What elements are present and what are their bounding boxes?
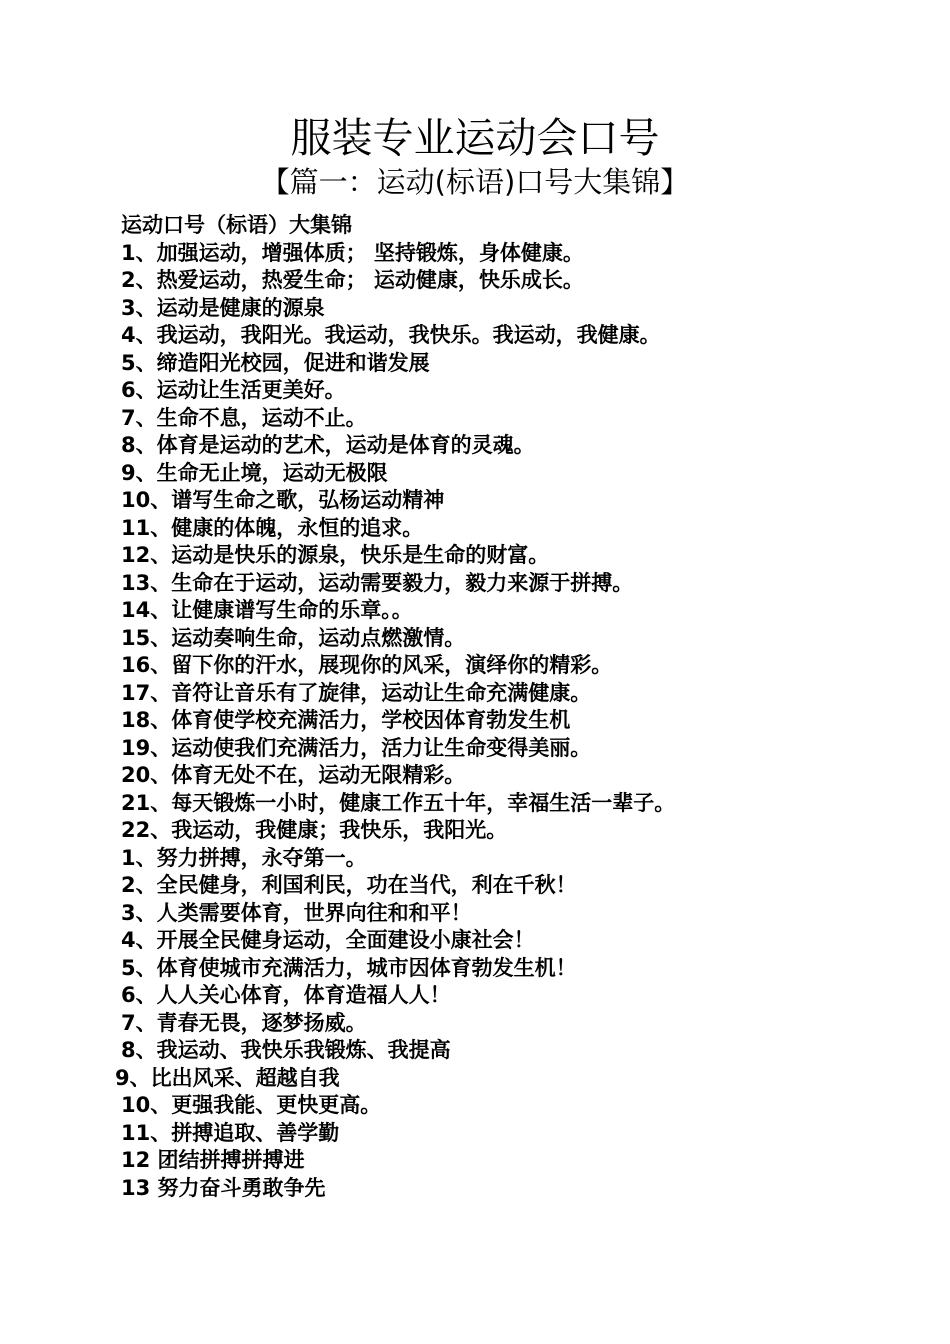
slogan-item: 16、留下你的汗水，展现你的风采，演绎你的精彩。 [121, 653, 613, 677]
slogan-item: 6、人人关心体育，体育造福人人！ [121, 983, 451, 1007]
slogan-item: 7、生命不息，运动不止。 [121, 405, 367, 430]
slogan-item: 22、我运动，我健康；我快乐，我阳光。 [121, 818, 508, 842]
slogan-item: 5、缔造阳光校园，促进和谐发展 [121, 350, 430, 375]
slogan-item: 4、开展全民健身运动，全面建设小康社会！ [121, 928, 535, 952]
slogan-item: 11、拼搏追取、善学勤 [121, 1120, 340, 1145]
slogan-list [0, 240, 950, 1203]
slogan-item: 3、运动是健康的源泉 [121, 295, 325, 320]
slogan-item: 9、生命无止境，运动无极限 [121, 460, 388, 485]
slogan-item: 18、体育使学校充满活力，学校因体育勃发生机 [121, 708, 571, 732]
slogan-item: 10、更强我能、更快更高。 [121, 1093, 382, 1117]
slogan-item: 13 努力奋斗勇敢争先 [121, 1175, 326, 1200]
slogan-item: 1、加强运动，增强体质； 坚持锻炼，身体健康。 [121, 240, 584, 265]
slogan-item: 19、运动使我们充满活力，活力让生命变得美丽。 [121, 735, 592, 760]
slogan-item: 20、体育无处不在，运动无限精彩。 [121, 763, 466, 787]
slogan-item: 12、运动是快乐的源泉，快乐是生命的财富。 [121, 543, 550, 567]
slogan-item: 15、运动奏响生命，运动点燃激情。 [121, 625, 466, 650]
slogan-item: 2、热爱运动，热爱生命； 运动健康，快乐成长。 [121, 268, 584, 292]
slogan-item: 10、谱写生命之歌，弘杨运动精神 [121, 488, 445, 512]
slogan-item: 5、体育使城市充满活力，城市因体育勃发生机！ [121, 955, 577, 980]
slogan-item: 3、人类需要体育，世界向往和和平！ [121, 900, 472, 925]
slogan-item: 2、全民健身，利国利民，功在当代，利在千秋！ [121, 873, 577, 897]
slogan-item: 7、青春无畏，逐梦扬威。 [121, 1010, 367, 1035]
document-title: 服装专业运动会口号 [290, 114, 660, 162]
slogan-item: 1、努力拼搏，永夺第一。 [121, 845, 367, 870]
slogan-item: 8、体育是运动的艺术，运动是体育的灵魂。 [121, 433, 535, 457]
slogan-item: 13、生命在于运动，运动需要毅力，毅力来源于拼搏。 [121, 570, 634, 595]
slogan-item: 6、运动让生活更美好。 [121, 378, 346, 402]
slogan-item: 17、音符让音乐有了旋律，运动让生命充满健康。 [121, 680, 592, 705]
slogan-item: 21、每天锻炼一小时，健康工作五十年，幸福生活一辈子。 [121, 790, 676, 815]
document-subtitle: 【篇一：运动(标语)口号大集锦】 [260, 165, 690, 199]
slogan-item: 14、让健康谱写生命的乐章。。 [121, 598, 413, 622]
section-heading: 运动口号（标语）大集锦 [121, 213, 352, 237]
slogan-item: 8、我运动、我快乐我锻炼、我提高 [121, 1038, 451, 1062]
slogan-item: 12 团结拼搏拼搏进 [121, 1148, 305, 1172]
slogan-item: 11、健康的体魄，永恒的追求。 [121, 515, 424, 540]
slogan-item: 4、我运动，我阳光。我运动，我快乐。我运动，我健康。 [121, 323, 661, 347]
slogan-item: 9、比出风采、超越自我 [115, 1065, 340, 1090]
